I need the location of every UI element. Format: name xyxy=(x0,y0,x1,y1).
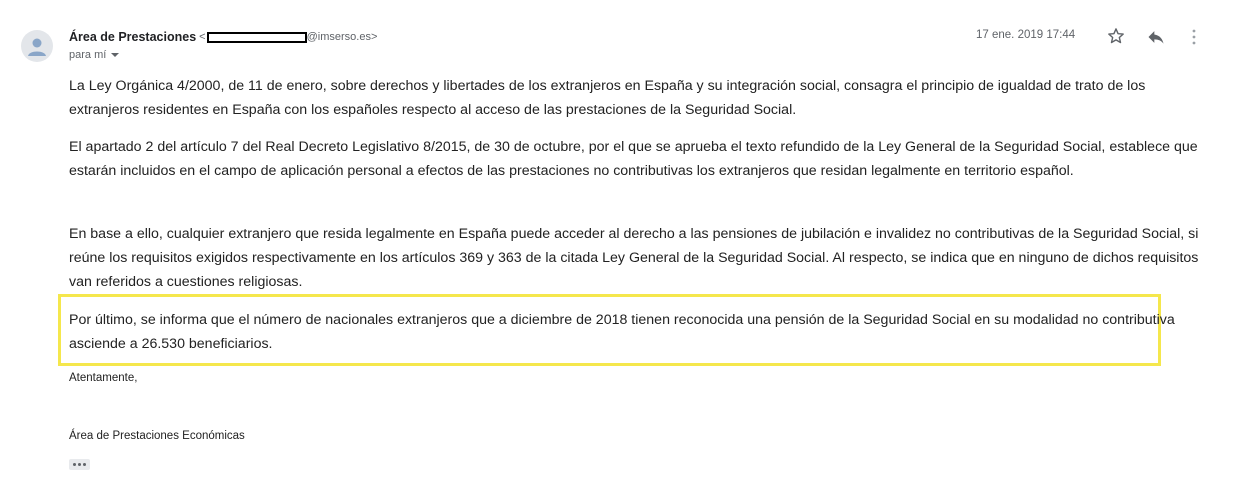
recipient-line[interactable] xyxy=(69,49,119,61)
email-date: 17 ene. 2019 17:44 xyxy=(976,29,1076,41)
body-paragraph-3: En base a ello, cualquier extranjero que resida legalmente en España puede acceder al derecho a las pensiones de jubilación e invalidez no contributivas de la Seguridad Social, si reúne los requisitos exigidos respectivamente en los artículos 369 y 363 de la citada Ley General de la Seguridad Social. Al respecto, se indica que en ninguno de dichos requisitos van referidos a cuestiones religiosas. xyxy=(69,226,1199,290)
ellipsis-icon-dot-2 xyxy=(78,463,81,466)
redacted-email-box xyxy=(207,32,307,43)
email-domain: @imserso.es> xyxy=(306,31,378,43)
closing-text: Atentamente, xyxy=(69,372,138,384)
body-paragraph-4: Por último, se informa que el número de nacionales extranjeros que a diciembre de 2018 tienen reconocida una pensión de la Seguridad Social en su modalidad no contributiva asciende a 26.530 beneficiarios. xyxy=(69,312,1175,352)
star-icon xyxy=(1106,26,1126,46)
more-vertical-icon xyxy=(1190,27,1198,47)
ellipsis-icon-dot-3 xyxy=(83,463,86,466)
body-paragraph-1: La Ley Orgánica 4/2000, de 11 de enero, sobre derechos y libertades de los extranjeros en España y su integración social, consagra el principio de igualdad de trato de los extranjeros residentes en España con los españoles respecto al acceso de las prestaciones de la Seguridad Social. xyxy=(69,78,1146,118)
reply-icon xyxy=(1146,27,1166,47)
email-open-bracket: < xyxy=(199,31,206,43)
body-paragraph-2: El apartado 2 del artículo 7 del Real Decreto Legislativo 8/2015, de 30 de octubre, por el que se aprueba el texto refundido de la Ley General de la Seguridad Social, establece que estarán incluidos en el campo de aplicación personal a efectos de las prestaciones no contributivas los extranjeros que residan legalmente en territorio español. xyxy=(69,139,1198,179)
person-icon xyxy=(21,30,53,62)
sender-line xyxy=(69,28,377,46)
chevron-down-icon[interactable] xyxy=(111,53,119,57)
show-trimmed-content-button[interactable] xyxy=(69,459,90,470)
sender-email xyxy=(196,31,377,43)
reply-button[interactable] xyxy=(1146,27,1166,47)
more-options-button[interactable] xyxy=(1190,27,1198,47)
ellipsis-icon-dot-1 xyxy=(73,463,76,466)
signature-text: Área de Prestaciones Económicas xyxy=(69,430,245,442)
sender-name[interactable]: Área de Prestaciones xyxy=(69,30,197,44)
sender-avatar[interactable] xyxy=(21,30,53,62)
star-button[interactable] xyxy=(1106,26,1126,46)
recipient-label: para mí xyxy=(69,49,107,61)
